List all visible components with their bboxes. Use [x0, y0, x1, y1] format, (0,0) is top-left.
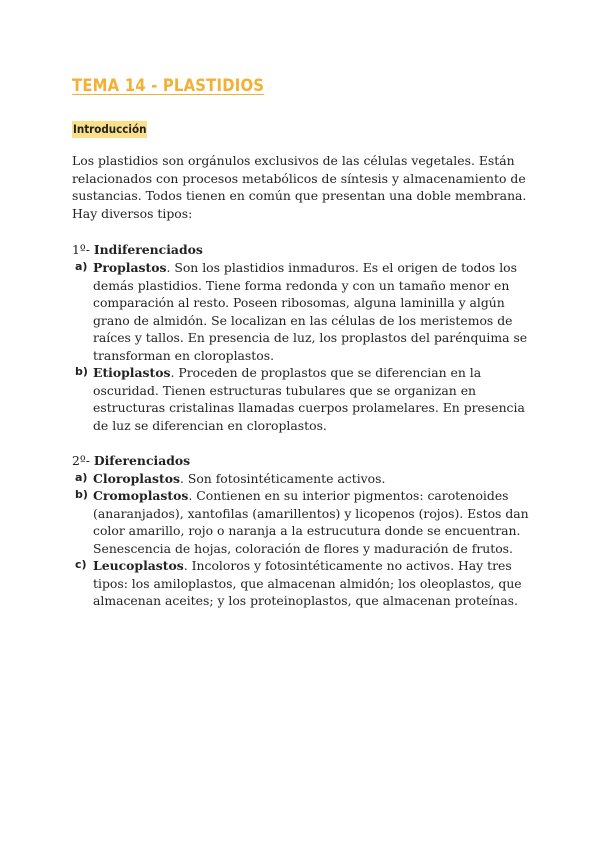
section2-title: Diferenciados: [93, 453, 191, 468]
list-item-text: [93, 470, 534, 488]
intro-label: Introducción: [73, 122, 147, 136]
term: Leucoplastos: [93, 558, 184, 573]
list-marker: a): [75, 471, 88, 484]
list-item-text: [93, 557, 534, 610]
page-title: TEMA 14 - PLASTIDIOS: [72, 76, 265, 95]
description: . Proceden de proplastos que se diferencian en la oscuridad. Tienen estructuras tubulares que se organizan en estructuras cristalinas llamadas cuerpos prolamelares. En presencia de luz se diferencian en cloroplastos.: [93, 365, 525, 433]
section1-title: Indiferenciados: [93, 242, 203, 257]
list-item-text: [93, 259, 534, 365]
term: Cloroplastos: [93, 471, 180, 486]
term: Cromoplastos: [93, 488, 189, 503]
list-marker: c): [75, 558, 87, 571]
description: . Son los plastidios inmaduros. Es el origen de todos los demás plastidios. Tiene forma redonda y con un tamaño menor en comparación al resto. Poseen ribosomas, alguna laminilla y algún grano de almidón. Se localizan en las células de los meristemos de raíces y tallos. En presencia de luz, los proplastos del parénquima se transforman en cloroplastos.: [93, 260, 528, 363]
list-item-text: [93, 364, 534, 434]
term: Etioplastos: [93, 365, 171, 380]
section2-heading: [72, 452, 190, 470]
section2-number: 2º-: [72, 453, 90, 468]
description: . Incoloros y fotosintéticamente no activos. Hay tres tipos: los amiloplastos, que almacenan almidón; los oleoplastos, que almacenan aceites; y los proteinoplastos, que almacenan proteínas.: [93, 558, 522, 609]
list-item-text: [93, 487, 534, 557]
description: . Son fotosintéticamente activos.: [179, 471, 386, 486]
intro-paragraph: Los plastidios son orgánulos exclusivos de las células vegetales. Están relacionados con procesos metabólicos de síntesis y almacenamiento de sustancias. Todos tienen en común que presentan una doble membrana. Hay diversos tipos:: [72, 153, 527, 221]
list-marker: b): [75, 488, 88, 501]
section1-number: 1º-: [72, 242, 90, 257]
list-marker: b): [75, 365, 88, 378]
term: Proplastos: [93, 260, 167, 275]
list-marker: a): [75, 260, 88, 273]
description: . Contienen en su interior pigmentos: carotenoides (anaranjados), xantofilas (amarillentos) y licopenos (rojos). Estos dan color amarillo, rojo o naranja a la estrucutura donde se encuentran. Senescencia de hojas, coloración de flores y maduración de frutos.: [93, 488, 529, 556]
section1-heading: [72, 241, 203, 259]
